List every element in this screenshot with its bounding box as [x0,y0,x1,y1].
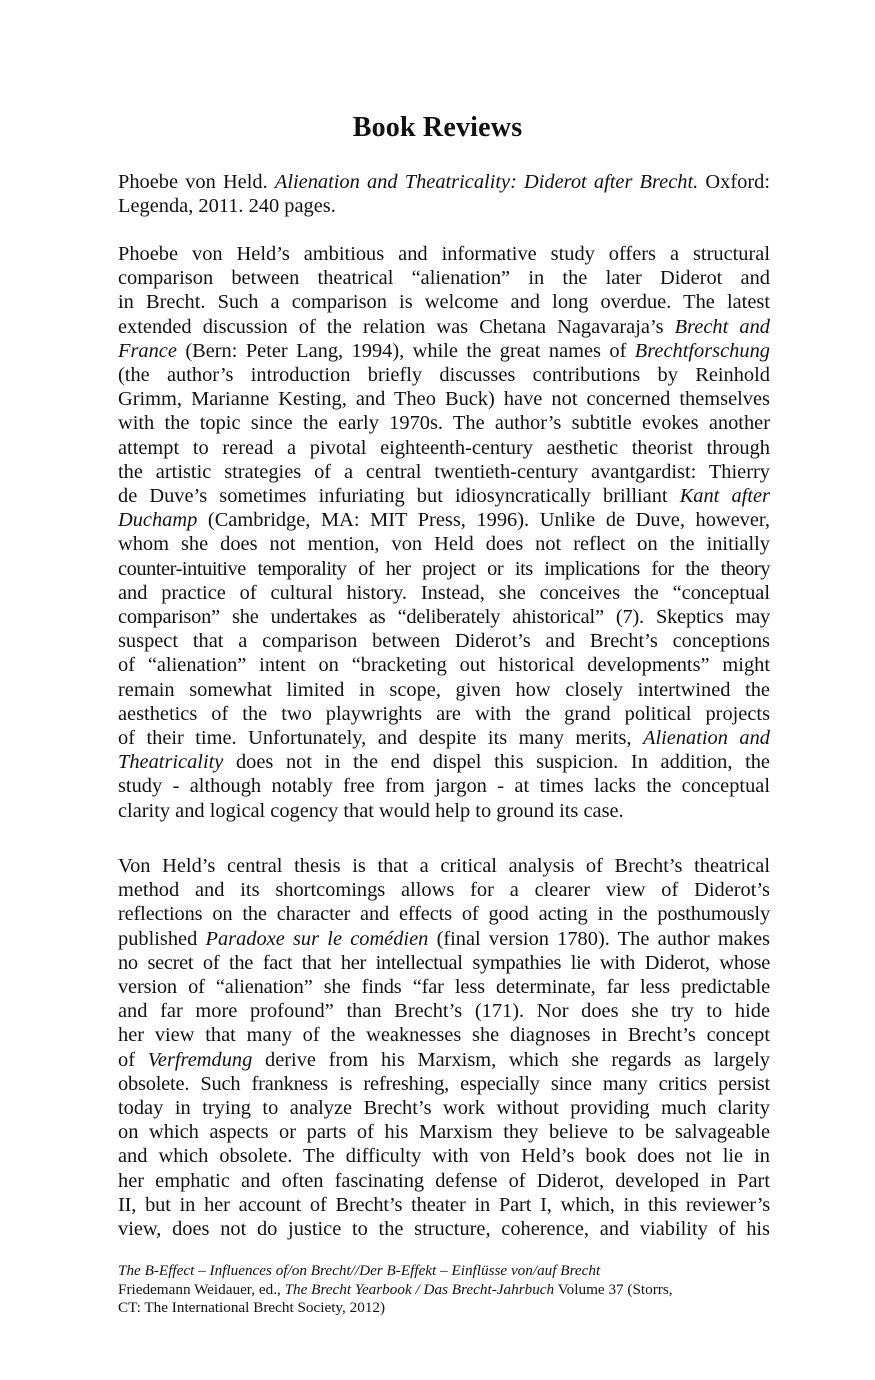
text-line: clarity and logical cogency that would help to ground its case. [118,799,624,822]
text-line [118,927,770,951]
source-footer [118,1262,788,1318]
text-run: does not in the end dispel this suspicion. In addition, the [235,751,770,774]
text-line: and practice of cultural history. Instead, she conceives the “conceptual [118,581,770,604]
text-run: of their time. Unfortunately, and despite its many merits, [118,727,632,750]
footer-line: CT: The International Brecht Society, 2012) [118,1299,386,1316]
text-run: of [118,1048,135,1071]
text-line: aesthetics of the two playwrights are with the grand political projects [118,702,770,725]
text-line: with the topic since the early 1970s. The author’s subtitle evokes another [118,412,770,435]
text-line: today in trying to analyze Brecht’s work without providing much clarity [118,1097,770,1120]
text-line: obsolete. Such frankness is refreshing, especially since many critics persist [118,1072,770,1095]
review-paragraph-1 [118,242,770,823]
text-line [118,315,770,339]
text-line: Grimm, Marianne Kesting, and Theo Buck) have not concerned themselves [118,388,770,411]
text-line: method and its shortcomings allows for a clearer view of Diderot’s [118,879,770,902]
italic-title: Theatricality [118,751,224,774]
citation-line [118,170,770,194]
text-run: derive from his Marxism, which she regards as largely [265,1048,770,1071]
text-line: her emphatic and often fascinating defense of Diderot, developed in Part [118,1169,770,1192]
text-line: and far more profound” than Brecht’s (171). Nor does she try to hide [118,1000,770,1023]
text-line: view, does not do justice to the structure, coherence, and viability of his [118,1218,770,1241]
text-run: (Bern: Peter Lang, 1994), while the great names of [185,339,627,362]
text-line: comparison” she undertakes as “deliberately ahistorical” (7). Skeptics may [118,606,770,629]
italic-title: Brecht and [674,315,770,338]
text-run: published [118,927,198,950]
footer-yearbook: The Brecht Yearbook / Das Brecht-Jahrbuch [284,1280,555,1298]
text-line: her view that many of the weaknesses she diagnoses in Brecht’s concept [118,1024,770,1047]
text-line: attempt to reread a pivotal eighteenth-century aesthetic theorist through [118,436,770,459]
text-line: on which aspects or parts of his Marxism they believe to be salvageable [118,1121,770,1144]
text-line: and which obsolete. The difficulty with von Held’s book does not lie in [118,1145,770,1168]
text-line: in Brecht. Such a comparison is welcome and long overdue. The latest [118,291,770,314]
italic-title: Alienation and [642,727,770,750]
text-line: of “alienation” intent on “bracketing out historical developments” might [118,654,770,677]
book-citation [118,170,770,218]
italic-term: Verfremdung [147,1048,253,1071]
citation-title: Alienation and Theatricality: Diderot after Brecht. [274,171,699,193]
citation-publisher: Oxford: [705,171,770,193]
italic-term: Brechtforschung [634,339,770,362]
text-line [118,508,770,532]
text-line: reflections on the character and effects of good acting in the posthumously [118,903,770,926]
footer-series-title: The B-Effect – Influences of/on Brecht//Der B-Effekt – Einflüsse von/auf Brecht [118,1262,601,1279]
footer-editor: Friedemann Weidauer, ed., [118,1280,281,1298]
text-line: suspect that a comparison between Diderot’s and Brecht’s conceptions [118,630,770,653]
text-line [118,484,770,508]
text-line: (the author’s introduction briefly discusses contributions by Reinhold [118,364,770,387]
text-line: no secret of the fact that her intellectual sympathies lie with Diderot, whose [118,951,770,974]
italic-title: Kant after [679,485,770,508]
text-run: (final version 1780). The author makes [436,927,770,950]
text-line [118,726,770,750]
text-line: comparison between theatrical “alienation” in the later Diderot and [118,267,770,290]
text-line [118,339,770,363]
text-line [118,750,770,774]
text-run: extended discussion of the relation was Chetana Nagavaraja’s [118,315,664,338]
review-paragraph-2 [118,854,770,1241]
italic-title: Duchamp [118,509,198,532]
text-line: II, but in her account of Brecht’s theater in Part I, which, in this reviewer’s [118,1193,770,1216]
text-line: version of “alienation” she finds “far less determinate, far less predictable [118,976,770,999]
footer-volume: Volume 37 (Storrs, [557,1280,673,1298]
italic-title: France [118,339,177,362]
footer-line [118,1281,788,1300]
page-title: Book Reviews [352,112,523,143]
citation-author: Phoebe von Held. [118,171,268,193]
text-line: Phoebe von Held’s ambitious and informative study offers a structural [118,243,770,265]
text-line: remain somewhat limited in scope, given how closely intertwined the [118,678,770,701]
italic-title: Paradoxe sur le comédien [205,927,429,950]
text-run: de Duve’s sometimes infuriating but idiosyncratically brilliant [118,485,668,508]
text-line: study - although notably free from jargon - at times lacks the conceptual [118,775,770,798]
text-line: the artistic strategies of a central twentieth-century avantgardist: Thierry [118,460,770,483]
text-line: whom she does not mention, von Held does not reflect on the initially [118,533,770,556]
text-line [118,1048,770,1072]
text-line: Von Held’s central thesis is that a critical analysis of Brecht’s theatrical [118,855,770,877]
citation-line: Legenda, 2011. 240 pages. [118,195,336,218]
text-run: (Cambridge, MA: MIT Press, 1996). Unlike de Duve, however, [207,509,771,532]
text-line: counter-intuitive temporality of her project or its implications for the theory [118,557,770,580]
